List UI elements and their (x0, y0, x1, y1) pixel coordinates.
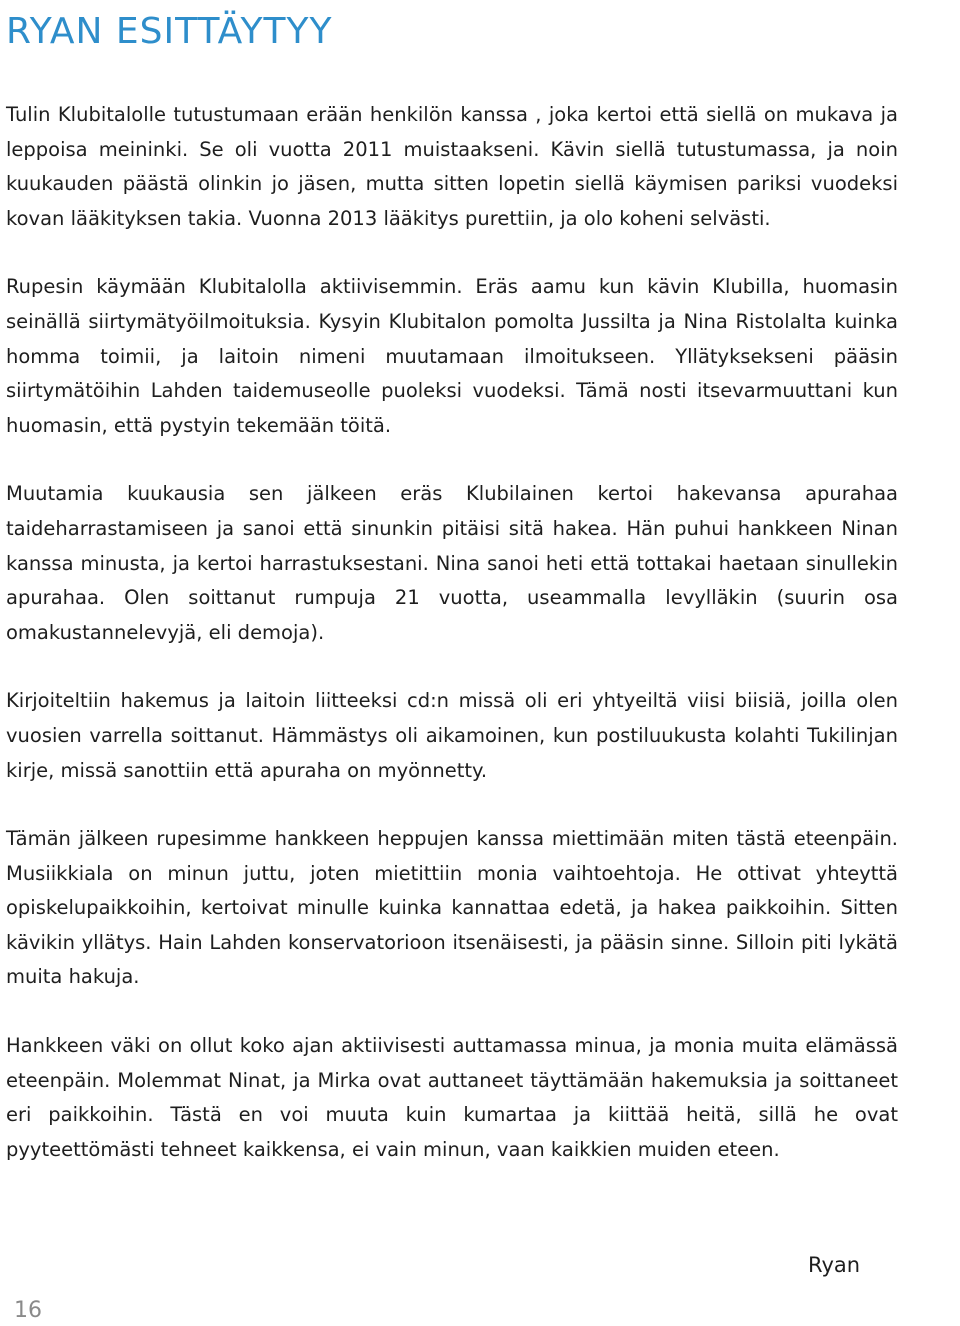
page-number: 16 (14, 1298, 42, 1323)
paragraph-5: Tämän jälkeen rupesimme hankkeen heppujen kanssa miettimään miten tästä eteenpäin. Musiikkiala on minun juttu, joten mietittiin monia vaihtoehtoja. He ottivat yhteyttä opiskelupaikkoihin, kertoivat minulle kuinka kannattaa edetä, ja hakea paikkoihin. Sitten kävikin yllätys. Hain Lahden konservatorioon itsenäisesti, ja pääsin sinne. Silloin piti lykätä muita hakuja. (6, 827, 898, 989)
paragraph-1: Tulin Klubitalolle tutustumaan erään henkilön kanssa , joka kertoi että siellä on mukava ja leppoisa meininki. Se oli vuotta 2011 muistaakseni. Kävin siellä tutustumassa, ja noin kuukauden päästä olinkin jo jäsen, mutta sitten lopetin siellä käymisen pariksi vuodeksi kovan lääkityksen takia. Vuonna 2013 lääkitys purettiin, ja olo koheni selvästi. (6, 103, 898, 230)
paragraph-2: Rupesin käymään Klubitalolla aktiivisemmin. Eräs aamu kun kävin Klubilla, huomasin seinällä siirtymätyöilmoituksia. Kysyin Klubitalon pomolta Jussilta ja Nina Ristolalta kuinka homma toimii, ja laitoin nimeni muutamaan ilmoitukseen. Yllätyksekseni pääsin siirtymätöihin Lahden taidemuseolle puoleksi vuodeksi. Tämä nosti itsevarmuuttani kun huomasin, että pystyin tekemään töitä. (6, 275, 898, 437)
article-body (6, 98, 898, 1201)
paragraph-4: Kirjoiteltiin hakemus ja laitoin liitteeksi cd:n missä oli eri yhtyeiltä viisi biisiä, joilla olen vuosien varrella soittanut. Hämmästys oli aikamoinen, kun postiluukusta kolahti Tukilinjan kirje, missä sanottiin että apuraha on myönnetty. (6, 689, 898, 782)
page-title: RYAN ESITTÄYTYY (6, 11, 333, 52)
author-signature: Ryan (808, 1253, 861, 1277)
paragraph-3: Muutamia kuukausia sen jälkeen eräs Klubilainen kertoi hakevansa apurahaa taideharrastamiseen ja sanoi että sinunkin pitäisi sitä hakea. Hän puhui hankkeen Ninan kanssa minusta, ja kertoi harrastuksestani. Nina sanoi heti että tottakai haetaan sinullekin apurahaa. Olen soittanut rumpuja 21 vuotta, useammalla levylläkin (suurin osa omakustannelevyjä, eli demoja). (6, 482, 898, 644)
paragraph-6: Hankkeen väki on ollut koko ajan aktiivisesti auttamassa minua, ja monia muita elämässä eteenpäin. Molemmat Ninat, ja Mirka ovat auttaneet täyttämään hakemuksia ja soittaneet eri paikkoihin. Tästä en voi muuta kuin kumartaa ja kiittää heitä, sillä he ovat pyyteettömästi tehneet kaikkensa, ei vain minun, vaan kaikkien muiden eteen. (6, 1034, 898, 1161)
